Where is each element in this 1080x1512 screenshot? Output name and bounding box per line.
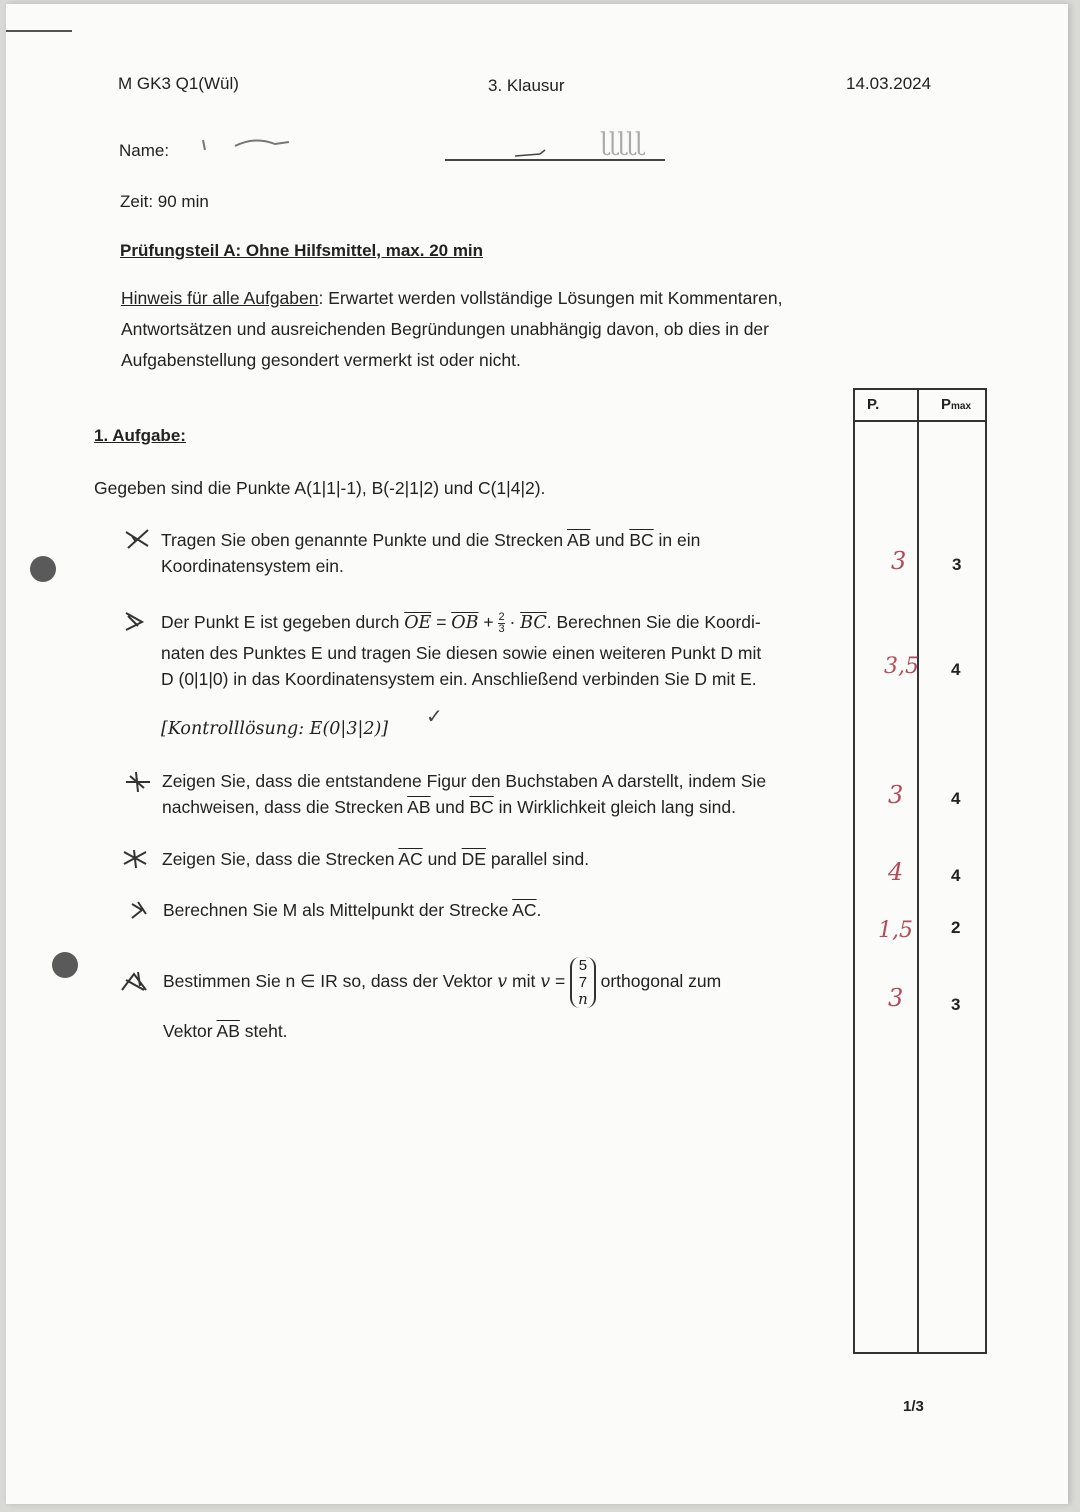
task-a-line-1: Tragen Sie oben genannte Punkte und die Strecken $\overline{AB}$ und $\overline{BC}$ in ein (161, 530, 701, 550)
max-e: 2 (951, 918, 961, 937)
task-c-line-2: nachweisen, dass die Strecken $\overline{AB}$ und $\overline{BC}$ in Wirklichkeit gleich lang sind. (162, 797, 736, 817)
task-f-line-1: Bestimmen Sie n ∈ IR so, dass der Vektor v mit v = 5 7 n orthogonal zum (163, 956, 722, 1008)
earned-d: 4 (888, 858, 904, 886)
section-title: Prüfungsteil A: Ohne Hilfsmittel, max. 20 min (120, 241, 484, 260)
punch-hole-top (30, 556, 56, 582)
max-c: 4 (951, 789, 961, 808)
course-label: M GK3 Q1(Wül) (118, 74, 239, 93)
crossed-marker-b-icon (122, 610, 150, 632)
crossed-marker-f-icon (120, 970, 148, 992)
crossed-marker-e-icon (128, 898, 156, 920)
crossed-marker-a-icon (124, 528, 152, 550)
check-mark: ✓ (426, 704, 443, 728)
score-col-max-header: Pmax (941, 396, 972, 413)
exam-date: 14.03.2024 (846, 74, 932, 93)
max-d: 4 (951, 866, 961, 885)
score-table (853, 388, 987, 1354)
page-number: 1/3 (903, 1398, 924, 1415)
score-col-earned-header: P. (867, 396, 880, 413)
task-b-line-3: D (0|1|0) in das Koordinatensystem ein. Anschließend verbinden Sie D mit E. (161, 669, 757, 689)
task-d-line: Zeigen Sie, dass die Strecken $\overline{AC}$ und $\overline{DE}$ parallel sind. (162, 849, 590, 869)
hint-label: Hinweis für alle Aufgaben (121, 288, 319, 308)
hint-text-1: : Erwartet werden vollständige Lösungen mit Kommentaren, (318, 288, 783, 308)
name-label: Name: (119, 141, 170, 160)
crossed-marker-c-icon (124, 770, 152, 792)
task-title: 1. Aufgabe: (94, 426, 186, 445)
hint-line-3: Aufgabenstellung gesondert vermerkt ist oder nicht. (121, 350, 521, 370)
task-e-line: Berechnen Sie M als Mittelpunkt der Strecke $\overline{AC}$. (163, 900, 542, 920)
crossed-marker-d-icon (120, 848, 148, 870)
earned-f: 3 (888, 984, 904, 1012)
task-c-line-1: Zeigen Sie, dass die entstandene Figur den Buchstaben A darstellt, indem Sie (162, 771, 767, 791)
task-a-line-2: Koordinatensystem ein. (161, 556, 344, 576)
max-a: 3 (952, 555, 962, 574)
hint-line-1 (121, 285, 782, 311)
svg-text:ɭɭɭɭɭ: ɭɭɭɭɭ (600, 130, 644, 156)
vector-v: 5 7 n (570, 957, 596, 1008)
task-b-line-1: Der Punkt E ist gegeben durch $\overline{OE} = \overline{OB} + \frac{2}{3} \cdot \overline{BC}$. Berechnen Sie die Koordi- (161, 610, 761, 635)
max-b: 4 (951, 660, 961, 679)
task-b-line-2: naten des Punktes E und tragen Sie diesen sowie einen weiteren Punkt D mit (161, 643, 762, 663)
control-solution: [Kontrolllösung: E(0|3|2)] (161, 719, 389, 739)
max-f: 3 (951, 995, 961, 1014)
earned-b: 3,5 (884, 654, 919, 679)
exam-title: 3. Klausur (488, 76, 565, 95)
earned-c: 3 (888, 781, 904, 809)
time-label: Zeit: 90 min (120, 192, 209, 211)
name-redaction-scribble (195, 130, 735, 170)
earned-e: 1,5 (878, 918, 913, 943)
task-intro: Gegeben sind die Punkte A(1|1|-1), B(-2|1|2) und C(1|4|2). (94, 478, 546, 498)
earned-a: 3 (891, 547, 907, 575)
punch-hole-bottom (52, 952, 78, 978)
staple-line (6, 30, 72, 32)
task-f-line-2: Vektor $\overline{AB}$ steht. (163, 1021, 288, 1041)
hint-line-2: Antwortsätzen und ausreichenden Begründungen unabhängig davon, ob dies in der (121, 319, 769, 339)
